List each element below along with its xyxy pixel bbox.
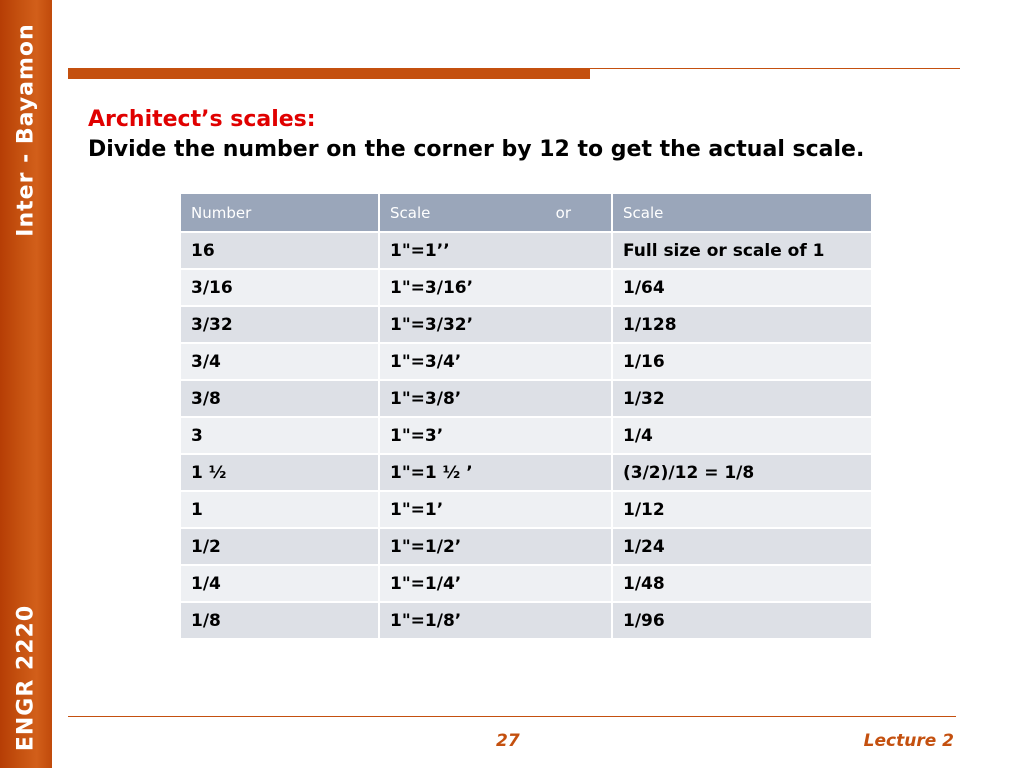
cell-number: 3/32 xyxy=(180,306,379,343)
cell-scale: 1"=3/32’ xyxy=(379,306,612,343)
sidebar-course-label: ENGR 2220 xyxy=(13,604,39,752)
table-row xyxy=(180,602,872,639)
cell-number: 3/4 xyxy=(180,343,379,380)
cell-ratio: 1/32 xyxy=(612,380,872,417)
cell-ratio: 1/16 xyxy=(612,343,872,380)
cell-scale: 1"=3/8’ xyxy=(379,380,612,417)
cell-number: 16 xyxy=(180,232,379,269)
top-accent-bar xyxy=(68,68,590,79)
page-number: 27 xyxy=(496,731,520,751)
sidebar-band xyxy=(0,0,52,768)
table-row xyxy=(180,417,872,454)
cell-ratio: 1/12 xyxy=(612,491,872,528)
cell-scale: 1"=1 ½ ’ xyxy=(379,454,612,491)
cell-number: 3 xyxy=(180,417,379,454)
table-header-row xyxy=(180,193,872,232)
table-body xyxy=(180,232,872,639)
cell-scale: 1"=1/8’ xyxy=(379,602,612,639)
table-row xyxy=(180,491,872,528)
cell-number: 1 xyxy=(180,491,379,528)
table-row xyxy=(180,343,872,380)
cell-scale: 1"=3/4’ xyxy=(379,343,612,380)
cell-scale: 1"=1’’ xyxy=(379,232,612,269)
title-block xyxy=(88,106,864,166)
bottom-divider-line xyxy=(68,716,956,717)
table-row xyxy=(180,454,872,491)
header-number: Number xyxy=(180,193,379,232)
cell-number: 1/8 xyxy=(180,602,379,639)
table-row xyxy=(180,380,872,417)
cell-ratio: 1/24 xyxy=(612,528,872,565)
table-row xyxy=(180,232,872,269)
cell-number: 1/4 xyxy=(180,565,379,602)
cell-number: 3/16 xyxy=(180,269,379,306)
slide-heading: Architect’s scales: xyxy=(88,107,316,132)
cell-scale: 1"=1’ xyxy=(379,491,612,528)
cell-ratio: Full size or scale of 1 xyxy=(612,232,872,269)
table-row xyxy=(180,269,872,306)
cell-ratio: 1/48 xyxy=(612,565,872,602)
table-row xyxy=(180,528,872,565)
table-row xyxy=(180,306,872,343)
cell-number: 1/2 xyxy=(180,528,379,565)
header-scale xyxy=(379,193,612,232)
header-scale-ratio: Scale xyxy=(612,193,872,232)
cell-scale: 1"=3’ xyxy=(379,417,612,454)
cell-ratio: 1/128 xyxy=(612,306,872,343)
cell-ratio: (3/2)/12 = 1/8 xyxy=(612,454,872,491)
table-row xyxy=(180,565,872,602)
lecture-label: Lecture 2 xyxy=(863,731,954,751)
cell-ratio: 1/64 xyxy=(612,269,872,306)
sidebar-institution-label: Inter - Bayamon xyxy=(13,23,39,237)
slide-subheading: Divide the number on the corner by 12 to get the actual scale. xyxy=(88,137,865,162)
cell-number: 3/8 xyxy=(180,380,379,417)
cell-ratio: 1/96 xyxy=(612,602,872,639)
cell-scale: 1"=1/2’ xyxy=(379,528,612,565)
cell-scale: 1"=1/4’ xyxy=(379,565,612,602)
cell-scale: 1"=3/16’ xyxy=(379,269,612,306)
cell-ratio: 1/4 xyxy=(612,417,872,454)
top-divider-line xyxy=(590,68,960,69)
header-or-label: or xyxy=(555,203,571,222)
header-scale-label: Scale xyxy=(390,203,431,222)
scales-table xyxy=(179,192,873,640)
cell-number: 1 ½ xyxy=(180,454,379,491)
